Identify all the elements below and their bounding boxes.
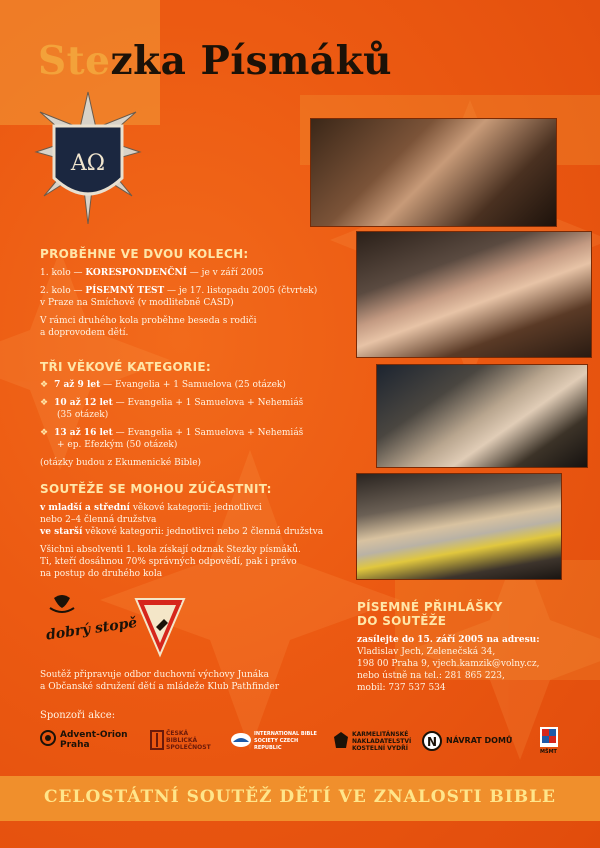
sponsor-advent-orion: Advent-Orion Praha <box>60 730 128 750</box>
photo-leader-with-child <box>376 364 588 468</box>
round2-line: 2. kolo — PÍSEMNÝ TEST — je 17. listopadu 2005 (čtvrtek) <box>40 286 318 296</box>
application-address-4: mobil: 737 537 534 <box>357 683 446 693</box>
category-3: ❖ 13 až 16 let — Evangelia + 1 Samuelova + Nehemiáš <box>40 428 304 438</box>
advent-orion-icon <box>40 730 56 746</box>
bullet-icon: ❖ <box>40 428 49 438</box>
bullet-icon: ❖ <box>40 398 49 408</box>
footer-slogan: CELOSTÁTNÍ SOUTĚŽ DĚTÍ VE ZNALOSTI BIBLE <box>44 787 556 807</box>
photo-children-group <box>356 231 592 358</box>
sponsor-msmt: MŠMT <box>540 749 557 755</box>
svg-text:PATHFINDER: PATHFINDER <box>138 600 182 607</box>
participants-line-6: na postup do druhého kola <box>40 569 163 579</box>
karmelitanske-nakladatelstvi-icon <box>333 731 349 749</box>
photo-scouts-writing <box>356 473 562 580</box>
meeting-note-line1: V rámci druhého kola proběhne beseda s rodiči <box>40 316 257 326</box>
participants-text <box>40 502 370 580</box>
application-deadline: zasílejte do 15. září 2005 na adresu: <box>357 635 540 645</box>
sponsor-navrat-domu: NÁVRAT DOMŮ <box>446 736 513 745</box>
round2-location: v Praze na Smíchově (v modlitebně CASD) <box>40 298 234 308</box>
participants-line-3: ve starší věkové kategorii: jednotlivci nebo 2 členná družstva <box>40 527 324 537</box>
bullet-icon: ❖ <box>40 380 49 390</box>
organizers-line-1: Soutěž připravuje odbor duchovní výchovy Junáka <box>40 670 269 680</box>
participants-line-1: v mladší a střední věkové kategorii: jednotlivci <box>40 503 262 513</box>
application-text <box>357 634 597 694</box>
rounds-heading: PROBĚHNE VE DVOU KOLECH: <box>40 247 249 261</box>
category-2: ❖ 10 až 12 let — Evangelia + 1 Samuelova + Nehemiáš <box>40 398 304 408</box>
sponsor-international-bible-society: INTERNATIONAL BIBLE SOCIETY CZECH REPUBLIC <box>254 731 317 751</box>
alpha-omega-badge-icon <box>36 92 140 224</box>
participants-line-5: Ti, kteří dosáhnou 70% správných odpovědí, pak i právo <box>40 557 297 567</box>
svg-text:N: N <box>426 735 438 749</box>
application-address-2: 198 00 Praha 9, vjech.kamzik@volny.cz, <box>357 659 540 669</box>
sponsor-ceska-biblicka-spolecnost: ČESKÁ BIBLICKÁ SPOLEČNOST <box>166 730 211 751</box>
bible-note: (otázky budou z Ekumenické Bible) <box>40 458 202 468</box>
msmt-emblem-icon <box>540 727 558 747</box>
application-heading-2: DO SOUTĚŽE <box>357 614 447 628</box>
pathfinder-logo <box>134 597 186 657</box>
application-heading-1: PÍSEMNÉ PŘIHLÁŠKY <box>357 600 503 614</box>
round1-line: 1. kolo — KORESPONDENČNÍ — je v září 2005 <box>40 268 264 278</box>
categories-text <box>40 379 360 469</box>
participants-heading: SOUTĚŽE SE MOHOU ZÚČASTNIT: <box>40 482 272 496</box>
navrat-domu-icon <box>422 731 442 751</box>
application-address-1: Vladislav Jech, Zelenečská 34, <box>357 647 496 657</box>
category-3-count: + ep. Efezkým (50 otázek) <box>57 440 178 450</box>
category-2-count: (35 otázek) <box>57 410 109 420</box>
rounds-text <box>40 267 360 339</box>
participants-line-4: Všichni absolventi 1. kola získají odznak Stezky písmáků. <box>40 545 301 555</box>
junak-dobry-stope-logo <box>42 592 139 648</box>
participants-line-2: nebo 2–4 členná družstva <box>40 515 157 525</box>
ceska-biblicka-spolecnost-icon <box>150 730 164 750</box>
svg-text:dobrý stopě: dobrý stopě <box>45 614 139 644</box>
page-title: Stezka Písmáků <box>38 38 393 84</box>
categories-heading: TŘI VĚKOVÉ KATEGORIE: <box>40 360 211 374</box>
svg-text:ΑΩ: ΑΩ <box>70 151 106 176</box>
international-bible-society-icon <box>230 732 252 748</box>
category-1: ❖ 7 až 9 let — Evangelia + 1 Samuelova (25 otázek) <box>40 380 286 390</box>
application-address-3: nebo ústně na tel.: 281 865 223, <box>357 671 505 681</box>
photo-children-reading <box>310 118 557 227</box>
sponsor-karmelitanske-nakladatelstvi: KARMELITÁNSKÉ NAKLADATELSTVÍ KOSTELNÍ VYDŘÍ <box>352 731 412 752</box>
organizers-line-2: a Občanské sdružení dětí a mládeže Klub Pathfinder <box>40 682 280 692</box>
sponsors-label: Sponzoři akce: <box>40 710 116 721</box>
meeting-note-line2: a doprovodem dětí. <box>40 328 129 338</box>
organizers-text <box>40 669 360 693</box>
